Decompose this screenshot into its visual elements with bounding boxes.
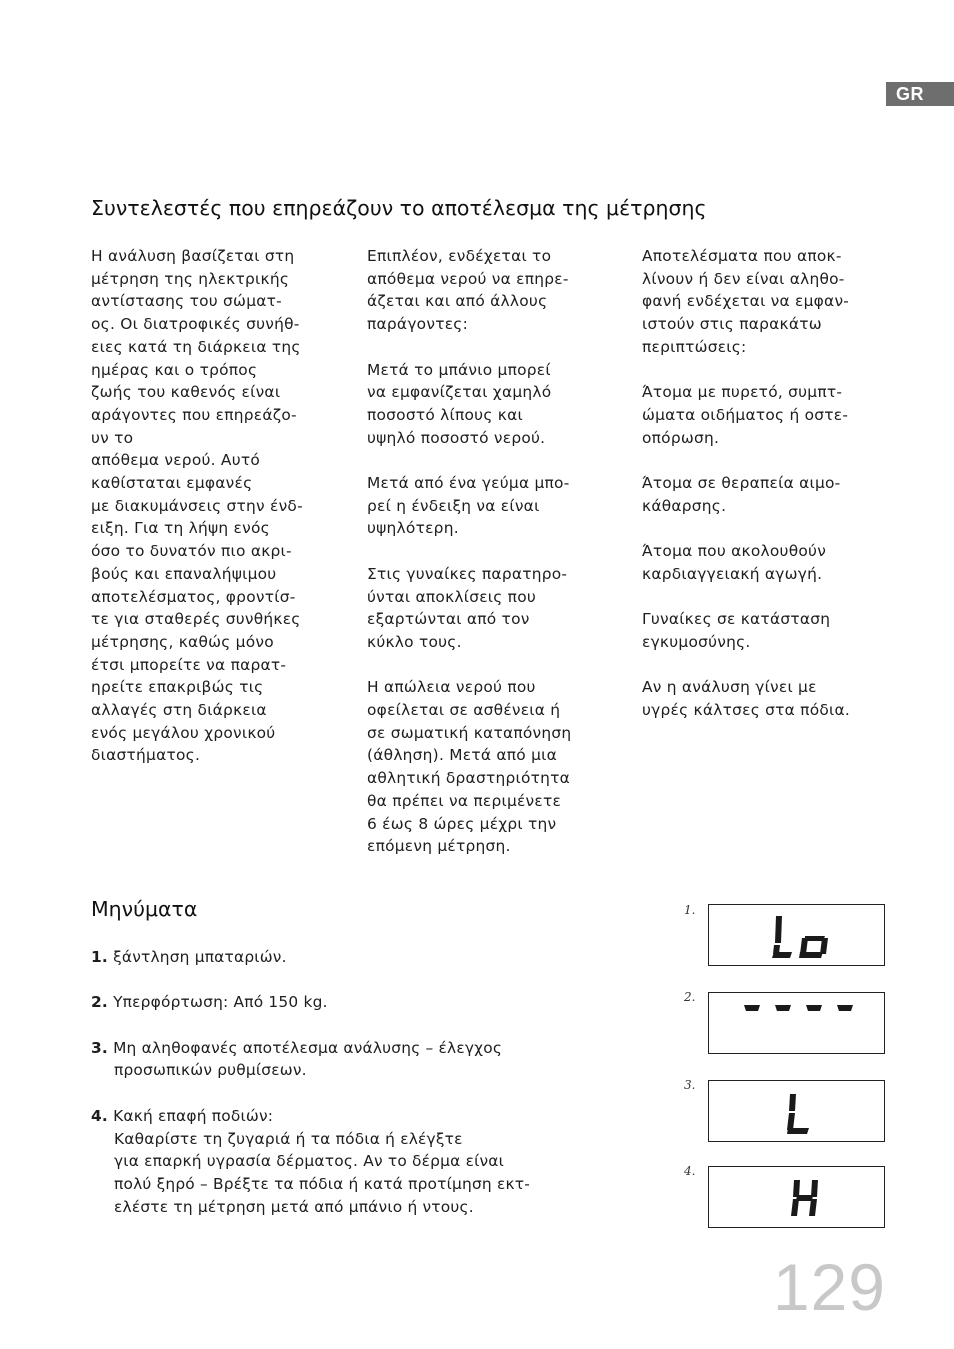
- text-line: ζωής του καθενός είναι: [91, 383, 281, 402]
- text-line: απόθεμα νερού να επηρε-: [367, 269, 569, 288]
- message-line: Καθαρίστε τη ζυγαριά ή τα πόδια ή ελέγξτε: [114, 1129, 463, 1148]
- text-line: υν το: [91, 428, 134, 447]
- text-line: ενός μεγάλου χρονικού: [91, 723, 276, 742]
- text-line: επόμενη μέτρηση.: [367, 837, 511, 856]
- text-line: τε για σταθερές συνθήκες: [91, 610, 301, 629]
- paragraph: [642, 676, 892, 721]
- text-line: έτσι μπορείτε να παρατ-: [91, 655, 287, 674]
- paragraph: [91, 245, 341, 767]
- text-line: να εμφανίζεται χαμηλό: [367, 383, 552, 402]
- paragraph: [367, 563, 617, 654]
- paragraph: [642, 608, 892, 653]
- text-line: ειες κατά τη διάρκεια της: [91, 337, 301, 356]
- lcd-reading-l: [709, 1081, 884, 1141]
- message-line: [91, 946, 631, 969]
- message-line: για επαρκή υγρασία δέρματος. Αν το δέρμα είναι: [114, 1152, 505, 1171]
- language-badge: GR: [886, 82, 954, 106]
- display-l: [708, 1080, 885, 1142]
- text-line: κύκλο τους.: [367, 632, 462, 651]
- section-title-messages: Μηνύματα: [91, 897, 198, 921]
- paragraph: [642, 245, 892, 359]
- text-line: Η ανάλυση βασίζεται στη: [91, 247, 295, 265]
- display-h: [708, 1166, 885, 1228]
- text-line: Άτομα με πυρετό, συμπτ-: [642, 383, 843, 402]
- text-line: με διακυμάνσεις στην ένδ-: [91, 496, 303, 515]
- message-line: προσωπικών ρυθμίσεων.: [114, 1061, 307, 1080]
- text-line: λίνουν ή δεν είναι αληθο-: [642, 269, 845, 288]
- text-line: ύνται αποκλίσεις που: [367, 587, 537, 606]
- paragraph: [642, 381, 892, 449]
- text-line: καθίσταται εμφανές: [91, 474, 253, 493]
- text-line: οφείλεται σε ασθένεια ή: [367, 701, 561, 719]
- text-line: ιστούν στις παρακάτω: [642, 315, 822, 334]
- text-line: αλλαγές στη διάρκεια: [91, 701, 267, 720]
- text-line: περιπτώσεις:: [642, 337, 747, 356]
- lcd-reading-h: [709, 1167, 884, 1227]
- text-line: κάθαρσης.: [642, 496, 727, 515]
- text-line: ημέρας και ο τρόπος: [91, 360, 258, 379]
- text-line: αράγοντες που επηρεάζο-: [91, 405, 297, 424]
- text-line: Άτομα που ακολουθούν: [642, 542, 827, 561]
- display-lo: [708, 904, 885, 966]
- text-line: θα πρέπει να περιμένετε: [367, 791, 562, 810]
- text-line: ώματα οιδήματος ή οστε-: [642, 405, 849, 424]
- display-label: 3.: [684, 1078, 696, 1092]
- factors-column-1: [91, 245, 341, 790]
- text-line: αποτελέσματος, φροντίσ-: [91, 587, 296, 606]
- text-line: καρδιαγγειακή αγωγή.: [642, 564, 823, 583]
- message-line: [91, 1105, 631, 1128]
- text-line: βούς και επαναλήψιμου: [91, 564, 277, 583]
- display-label: 4.: [684, 1164, 696, 1178]
- message-text: Υπερφόρτωση: Από 150 kg.: [113, 993, 328, 1012]
- text-line: διαστήματος.: [91, 746, 201, 765]
- lcd-reading-lo: [709, 905, 884, 965]
- text-line: αντίστασης του σώματ-: [91, 292, 282, 311]
- paragraph: [367, 359, 617, 450]
- text-line: (άθληση). Μετά από μια: [367, 746, 557, 765]
- text-line: υψηλό ποσοστό νερού.: [367, 428, 546, 447]
- message-text: ξάντληση μπαταριών.: [113, 948, 287, 966]
- message-text: Μη αληθοφανές αποτέλεσμα ανάλυσης – έλεγχος: [113, 1038, 503, 1057]
- paragraph: [367, 472, 617, 540]
- text-line: Μετά από ένα γεύμα μπο-: [367, 474, 570, 492]
- text-line: σε σωματική καταπόνηση: [367, 723, 572, 742]
- message-item: [91, 1037, 631, 1082]
- paragraph: [367, 245, 617, 336]
- text-line: ηρείτε επακριβώς τις: [91, 678, 264, 697]
- text-line: απόθεμα νερού. Αυτό: [91, 451, 261, 470]
- text-line: παράγοντες:: [367, 315, 469, 334]
- message-number: 3.: [91, 1038, 108, 1057]
- paragraph: [642, 472, 892, 517]
- text-line: 6 έως 8 ώρες μέχρι την: [367, 814, 557, 833]
- message-number: 2.: [91, 993, 108, 1012]
- text-line: Αποτελέσματα που αποκ-: [642, 247, 842, 265]
- text-line: φανή ενδέχεται να εμφαν-: [642, 292, 850, 311]
- message-line: [91, 991, 631, 1014]
- message-line: πολύ ξηρό – Βρέξτε τα πόδια ή κατά προτίμηση εκτ-: [114, 1174, 530, 1193]
- display-dashes: [708, 992, 885, 1054]
- display-label: 2.: [684, 990, 696, 1004]
- text-line: μέτρηση της ηλεκτρικής: [91, 269, 290, 288]
- display-label: 1.: [684, 903, 696, 917]
- text-line: Άτομα σε θεραπεία αιμο-: [642, 474, 841, 492]
- message-number: 1.: [91, 948, 108, 966]
- text-line: ρεί η ένδειξη να είναι: [367, 496, 540, 515]
- text-line: ειξη. Για τη λήψη ενός: [91, 519, 270, 538]
- message-item: [91, 991, 631, 1014]
- message-item: [91, 1105, 631, 1219]
- paragraph: [642, 540, 892, 585]
- text-line: Γυναίκες σε κατάσταση: [642, 610, 831, 629]
- text-line: εγκυμοσύνης.: [642, 632, 751, 651]
- text-line: εξαρτώνται από τον: [367, 610, 530, 629]
- factors-column-2: [367, 245, 617, 881]
- text-line: μέτρησης, καθώς μόνο: [91, 632, 274, 651]
- messages-list: [91, 946, 631, 1241]
- text-line: άζεται και από άλλους: [367, 292, 548, 311]
- text-line: όσο το δυνατόν πιο ακρι-: [91, 542, 292, 561]
- text-line: Επιπλέον, ενδέχεται το: [367, 247, 552, 265]
- text-line: ος. Οι διατροφικές συνήθ-: [91, 315, 300, 334]
- text-line: υγρές κάλτσες στα πόδια.: [642, 700, 851, 719]
- message-line: ελέστε τη μέτρηση μετά από μπάνιο ή ντους.: [114, 1197, 474, 1216]
- page-number: 129: [772, 1250, 886, 1324]
- message-line: [91, 1037, 631, 1060]
- text-line: Στις γυναίκες παρατηρο-: [367, 564, 568, 583]
- factors-column-3: [642, 245, 892, 744]
- text-line: ποσοστό λίπους και: [367, 405, 523, 424]
- message-text: Κακή επαφή ποδιών:: [113, 1106, 274, 1125]
- section-title-factors: Συντελεστές που επηρεάζουν το αποτέλεσμα της μέτρησης: [91, 196, 707, 220]
- message-item: [91, 946, 631, 969]
- text-line: υψηλότερη.: [367, 519, 459, 538]
- paragraph: [367, 676, 617, 858]
- text-line: οπόρωση.: [642, 428, 720, 447]
- text-line: Η απώλεια νερού που: [367, 678, 536, 697]
- lcd-reading-dashes: [709, 993, 884, 1053]
- text-line: Μετά το μπάνιο μπορεί: [367, 360, 551, 379]
- text-line: αθλητική δραστηριότητα: [367, 769, 571, 788]
- message-number: 4.: [91, 1106, 108, 1125]
- text-line: Αν η ανάλυση γίνει με: [642, 678, 817, 697]
